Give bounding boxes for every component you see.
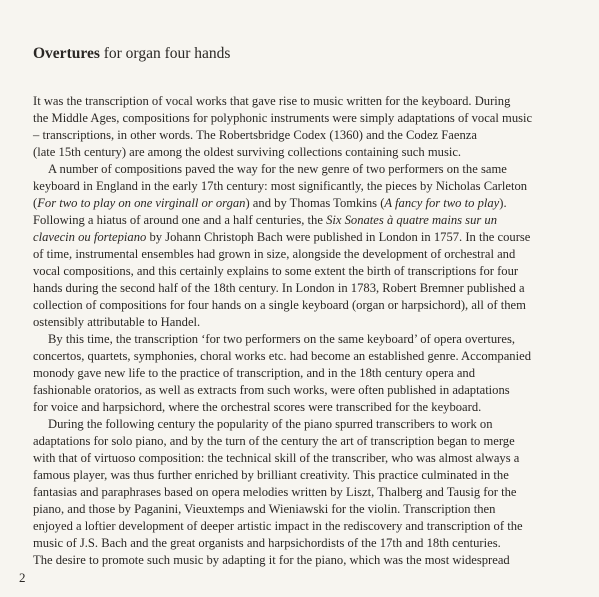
text-run: It was the transcription of vocal works that gave rise to music written for the keyboard. During [33,94,511,108]
text-run: – transcriptions, in other words. The Robertsbridge Codex (1360) and the Codez Faenza [33,128,477,142]
page-number: 2 [19,570,26,585]
italic-title: clavecin ou fortepiano [33,230,147,244]
text-run: By this time, the transcription ‘for two performers on the same keyboard’ of opera overtures, [48,332,515,346]
body-text [33,93,581,569]
text-line [33,484,581,501]
text-run: A number of compositions paved the way for the new genre of two performers on the same [48,162,507,176]
text-line [33,501,581,518]
italic-title: A fancy for two to play [384,196,500,210]
text-run: ( [33,196,38,210]
text-line [33,552,581,569]
heading-bold: Overtures [33,45,100,62]
text-run: music of J.S. Bach and the great organists and harpsichordists of the 17th and 18th centuries. [33,536,501,550]
text-line [33,416,581,433]
text-line [33,127,581,144]
text-run: fashionable oratorios, as well as extracts from such works, were often published in adaptations [33,383,510,397]
section-heading [33,44,230,64]
text-run: with that of virtuoso composition: the technical skill of the transcriber, who was almost always a [33,451,520,465]
text-line [33,382,581,399]
text-run: by Johann Christoph Bach were published in London in 1757. In the course [146,230,531,244]
text-line [33,110,581,127]
heading-rest: for organ four hands [99,45,231,62]
text-run: hands during the second half of the 18th century. In London in 1783, Robert Bremner published a [33,281,525,295]
text-line [33,467,581,484]
text-line [33,246,581,263]
text-run: enjoyed a loftier development of deeper artistic impact in the rediscovery and transcription of the [33,519,523,533]
text-run: ostensibly attributable to Handel. [33,315,201,329]
text-run: fantasias and paraphrases based on opera melodies written by Liszt, Thalberg and Tausig for the [33,485,517,499]
text-line [33,178,581,195]
text-line [33,229,581,246]
text-run: of time, instrumental ensembles had grown in size, alongside the development of orchestral and [33,247,516,261]
text-line [33,535,581,552]
text-line [33,348,581,365]
text-run: the Middle Ages, compositions for polyphonic instruments were simply adaptations of vocal music [33,111,533,125]
text-line [33,144,581,161]
text-line [33,297,581,314]
text-line [33,212,581,229]
text-run: ). [499,196,507,210]
text-run: vocal compositions, and this certainly explains to some extent the birth of transcriptions for four [33,264,519,278]
text-run: for voice and harpsichord, where the orchestral scores were transcribed for the keyboard. [33,400,482,414]
text-line [33,450,581,467]
text-run: monody gave new life to the practice of transcription, and in the 18th century opera and [33,366,476,380]
text-line [33,433,581,450]
text-run: piano, and those by Paganini, Vieuxtemps and Wieniawski for the violin. Transcription then [33,502,496,516]
text-line [33,365,581,382]
text-run: During the following century the popularity of the piano spurred transcribers to work on [48,417,493,431]
text-line [33,314,581,331]
text-line [33,331,581,348]
text-run: Following a hiatus of around one and a half centuries, the [33,213,327,227]
text-line [33,399,581,416]
text-line [33,161,581,178]
italic-title: For two to play on one virginall or organ [37,196,246,210]
text-run: keyboard in England in the early 17th century: most significantly, the pieces by Nicholas Carleton [33,179,528,193]
text-line [33,195,581,212]
text-run: (late 15th century) are among the oldest surviving collections containing such music. [33,145,462,159]
italic-title: Six Sonates à quatre mains sur un [326,213,498,227]
text-run: concertos, quartets, symphonies, choral works etc. had become an established genre. Accompanied [33,349,531,363]
text-line [33,518,581,535]
text-run: The desire to promote such music by adapting it for the piano, which was the most widespread [33,553,510,567]
text-run: ) and by Thomas Tomkins ( [245,196,385,210]
text-line [33,280,581,297]
text-run: adaptations for solo piano, and by the turn of the century the art of transcription began to merge [33,434,515,448]
text-run: collection of compositions for four hands on a single keyboard (organ or harpsichord), all of them [33,298,526,312]
text-line [33,263,581,280]
text-run: famous player, was thus further enriched by brilliant creativity. This practice culminated in the [33,468,509,482]
text-line [33,93,581,110]
